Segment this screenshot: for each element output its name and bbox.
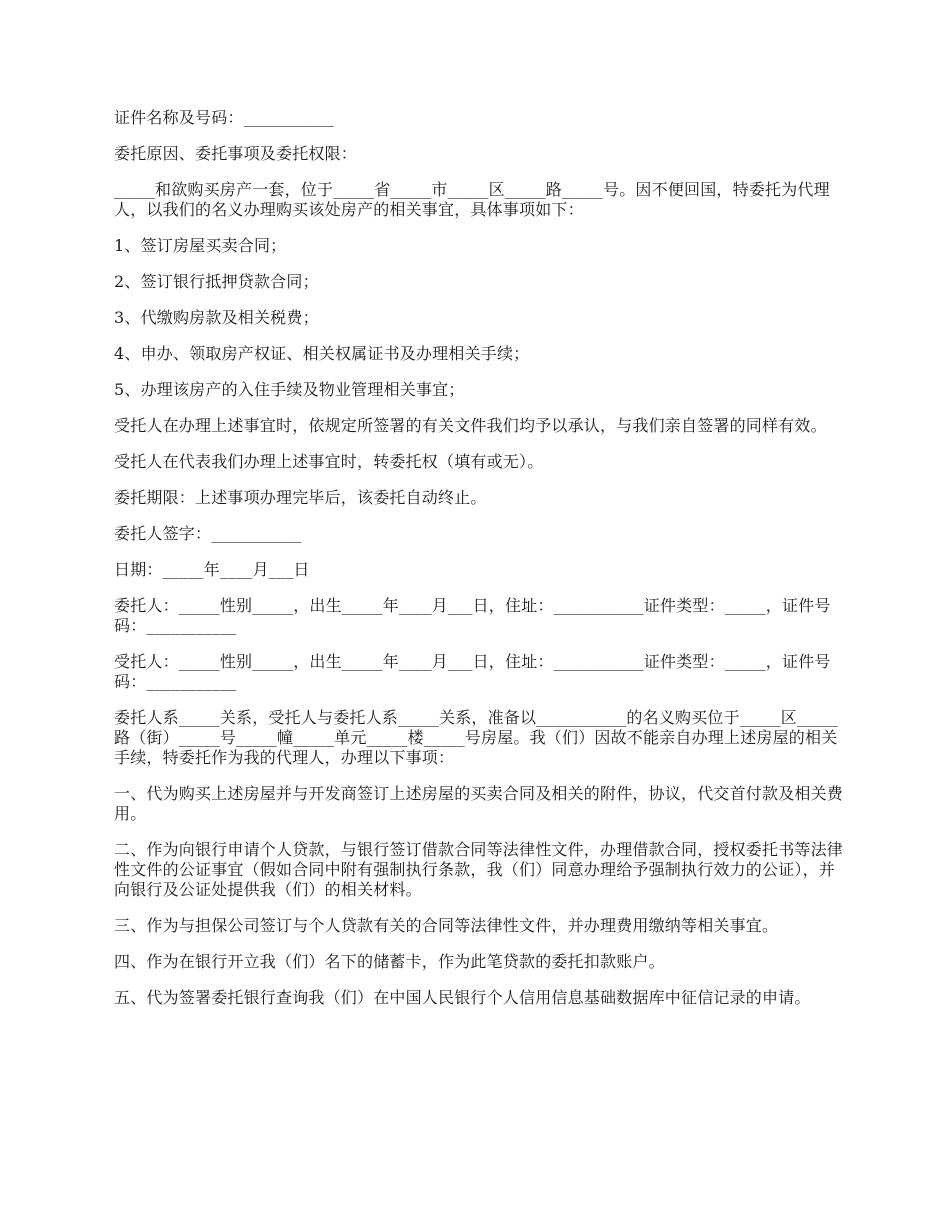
- property-purchase-paragraph: _____和欲购买房产一套，位于_____省_____市_____区_____路_____号。因不便回国，特委托为代理人，以我们的名义办理购买该处房产的相关事宜，具体事项如下：: [114, 180, 830, 219]
- document-body: [114, 108, 844, 1024]
- item-5: 5、办理该房产的入住手续及物业管理相关事宜；: [114, 380, 465, 399]
- date-line: 日期：_____年____月___日: [114, 560, 310, 579]
- matter-4: 四、作为在银行开立我（们）名下的储蓄卡，作为此笔贷款的委托扣款账户。: [114, 952, 665, 971]
- sub-delegation-paragraph: 受托人在代表我们办理上述事宜时，转委托权（填有或无）。: [114, 452, 544, 471]
- item-4: 4、申办、领取房产权证、相关权属证书及办理相关手续；: [114, 344, 530, 363]
- acknowledgement-paragraph: 受托人在办理上述事宜时，依规定所签署的有关文件我们均予以承认，与我们亲自签署的同样有效。: [114, 416, 827, 435]
- matter-5: 五、代为签署委托银行查询我（们）在中国人民银行个人信用信息基础数据库中征信记录的申请。: [114, 988, 811, 1007]
- entrust-reason-heading: 委托原因、委托事项及委托权限：: [114, 144, 358, 163]
- relationship-paragraph: 委托人系_____关系，受托人与委托人系_____关系，准备以___________的名义购买位于_____区_____路（街）_____号_____幢_____单元_____楼_____号房屋。我（们）因故不能亲自办理上述房屋的相关手续，特委托作为我的代理人，办理以下事项：: [114, 708, 839, 767]
- item-1: 1、签订房屋买卖合同；: [114, 236, 287, 255]
- matter-3: 三、作为与担保公司签订与个人贷款有关的合同等法律性文件，并办理费用缴纳等相关事宜。: [114, 916, 779, 935]
- matter-1: 一、代为购买上述房屋并与开发商签订上述房屋的买卖合同及相关的附件，协议，代交首付款及相关费用。: [114, 784, 844, 823]
- principal-info-line: 委托人：_____性别_____，出生_____年____月___日，住址：___________证件类型：_____，证件号码：___________: [114, 596, 831, 635]
- item-3: 3、代缴购房款及相关税费；: [114, 308, 319, 327]
- principal-signature-line: 委托人签字：___________: [114, 524, 302, 543]
- item-2: 2、签订银行抵押贷款合同；: [114, 272, 319, 291]
- matter-2: 二、作为向银行申请个人贷款，与银行签订借款合同等法律性文件，办理借款合同，授权委托书等法律性文件的公证事宜（假如合同中附有强制执行条款，我（们）同意办理给予强制执行效力的公证），并向银行及公证处提供我（们）的相关材料。: [114, 840, 844, 899]
- term-paragraph: 委托期限：上述事项办理完毕后，该委托自动终止。: [114, 488, 487, 507]
- id-name-number-line: 证件名称及号码：___________: [114, 108, 334, 127]
- agent-info-line: 受托人：_____性别_____，出生_____年____月___日，住址：___________证件类型：_____，证件号码：___________: [114, 652, 831, 691]
